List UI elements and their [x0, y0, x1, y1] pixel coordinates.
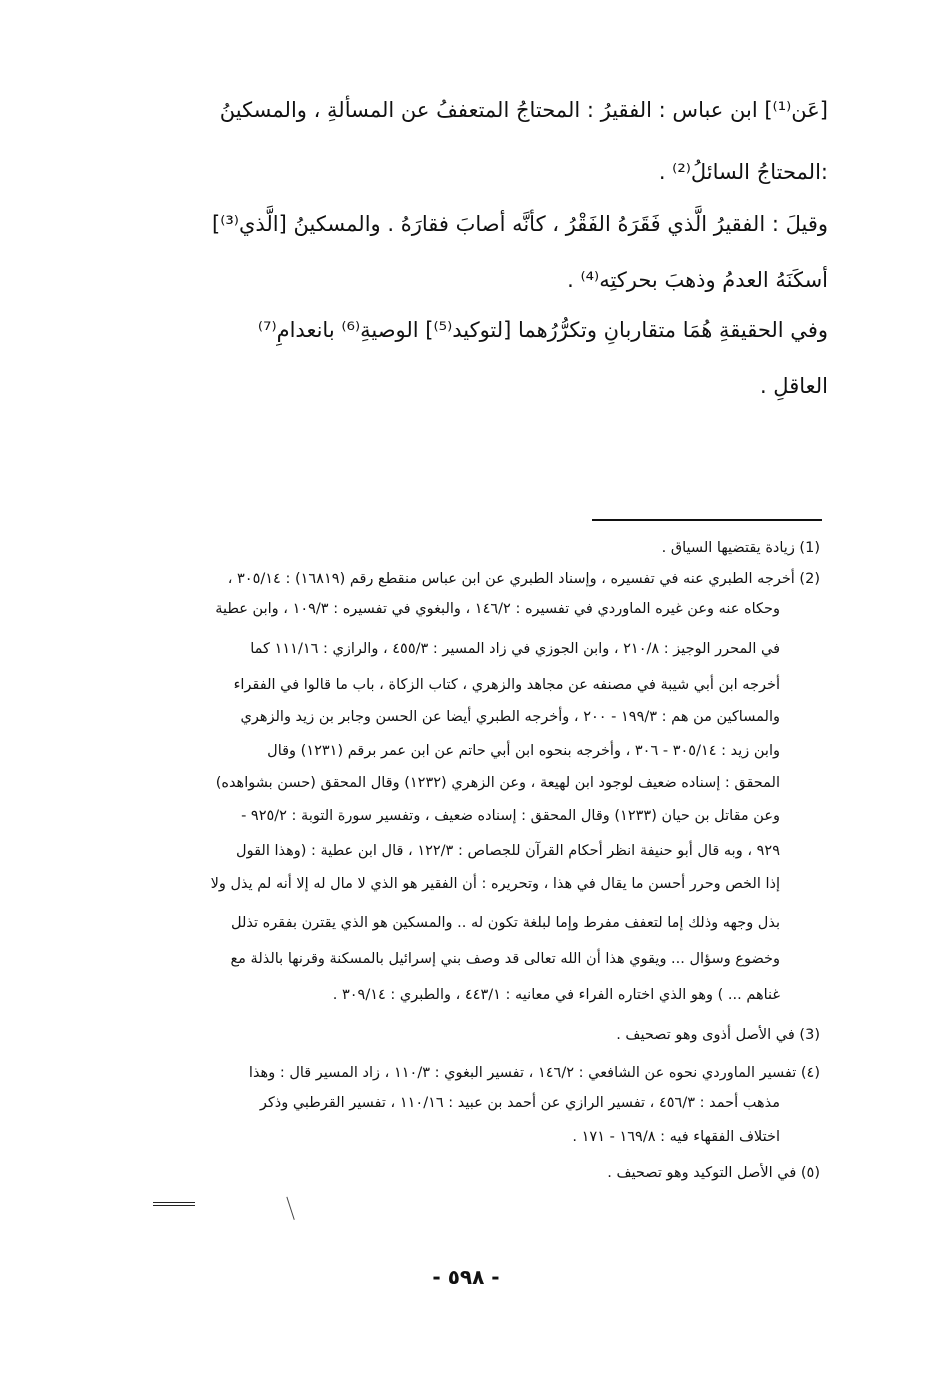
footnote-line: (3) في الأصل أذوى وهو تصحيف . [616, 1027, 820, 1043]
ink-mark [153, 1202, 195, 1206]
ink-tick [286, 1196, 296, 1220]
footnote-line: إذا الخص وحرر أحسن ما يقال في هذا ، وتحريره : أن الفقير هو الذي لا مال له إلا أنه لم يذل ولا [210, 876, 780, 892]
body-line-3: وقيلَ : الفقيرُ الَّذي فَقَرَهُ الفَقْرُ ، كأنَّه أصابَ فقارَهُ . والمسكينُ [الَّذي⁽³⁾] [212, 212, 828, 236]
body-line-6: العاقلِ . [759, 374, 828, 398]
footnote-line: غناهم ... ) وهو الذي اختاره الفراء في معانيه : ٤٤٣/١ ، والطبري : ٣٠٩/١٤ . [332, 987, 780, 1003]
footnote-line: في المحرر الوجيز : ٢١٠/٨ ، وابن الجوزي في زاد المسير : ٤٥٥/٣ ، والرازي : ١١١/١٦ كما [250, 641, 780, 657]
footnote-line: مذهب أحمد : ٤٥٦/٣ ، تفسير الرازي عن أحمد بن عبيد : ١١٠/١٦ ، تفسير القرطبي وذكر [259, 1095, 780, 1111]
footnote-line: (٥) في الأصل التوكيد وهو تصحيف . [607, 1165, 820, 1181]
footnote-line: وعن مقاتل بن حيان (١٢٣٣) وقال المحقق : إسناده ضعيف ، وتفسير سورة التوبة : ٩٢٥/٢ - [241, 808, 780, 824]
footnote-line: أخرجه ابن أبي شيبة في مصنفه عن مجاهد والزهري ، كتاب الزكاة ، باب ما قالوا في الفقراء [233, 677, 780, 693]
body-line-2: :المحتاجُ السائلُ⁽²⁾ . [658, 160, 828, 184]
footnote-line: وحكاه عنه وعن غيره الماوردي في تفسيره : ١٤٦/٢ ، والبغوي في تفسيره : ١٠٩/٣ ، وابن عطية [215, 601, 780, 617]
footnote-line: بذل وجهه وذلك إما لتعفف مفرط وإما لبلغة تكون له .. والمسكين هو الذي يقترن بفقره تذلل [231, 915, 780, 931]
footnote-line: (1) زيادة يقتضيها السياق . [661, 540, 820, 556]
footnote-separator [592, 519, 822, 521]
footnote-line: وابن زيد : ٣٠٥/١٤ - ٣٠٦ ، وأخرجه بنحوه ابن أبي حاتم عن ابن عمر برقم (١٢٣١) وقال [267, 743, 780, 759]
footnote-line: وخضوع وسؤال ... ويقوي هذا أن الله تعالى قد وصف بني إسرائيل بالمسكنة وقرنها بالذلة مع [230, 951, 780, 967]
body-line-4: أسكَنَهُ العدمُ وذهبَ بحركتِه⁽⁴⁾ . [567, 268, 828, 292]
footnote-line: اختلاف الفقهاء فيه : ١٦٩/٨ - ١٧١ . [572, 1129, 780, 1145]
footnote-line: ٩٢٩ ، وبه قال أبو حنيفة انظر أحكام القرآن للجصاص : ١٢٢/٣ ، قال ابن عطية : (وهذا القول [236, 843, 780, 859]
page-number: - ٥٩٨ - [432, 1265, 500, 1289]
footnote-line: (٤) تفسير الماوردي نحوه عن الشافعي : ١٤٦/٢ ، تفسير البغوي : ١١٠/٣ ، زاد المسير قال : وهذا [248, 1065, 820, 1081]
footnote-line: والمساكين من هم : ١٩٩/٣ - ٢٠٠ ، وأخرجه الطبري أيضا عن الحسن وجابر بن زيد والزهري [240, 709, 780, 725]
body-line-1: [عَن⁽¹⁾] ابن عباس : الفقيرُ : المحتاجُ المتعففُ عن المسألةِ ، والمسكينُ [219, 98, 828, 122]
body-line-5: وفي الحقيقةِ هُمَا متقاربانِ وتكرُّرُهما [لتوكيد⁽⁵⁾] الوصيةِ⁽⁶⁾ بانعدامِ⁽⁷⁾ [257, 318, 828, 342]
footnote-line: المحقق : إسناده ضعيف لوجود ابن لهيعة ، وعن الزهري (١٢٣٢) وقال المحقق (حسن بشواهده) [215, 775, 780, 791]
footnote-line: (2) أخرجه الطبري عنه في تفسيره ، وإسناد الطبري عن ابن عباس منقطع رقم (١٦٨١٩) : ٣٠٥/١٤ ، [227, 571, 820, 587]
